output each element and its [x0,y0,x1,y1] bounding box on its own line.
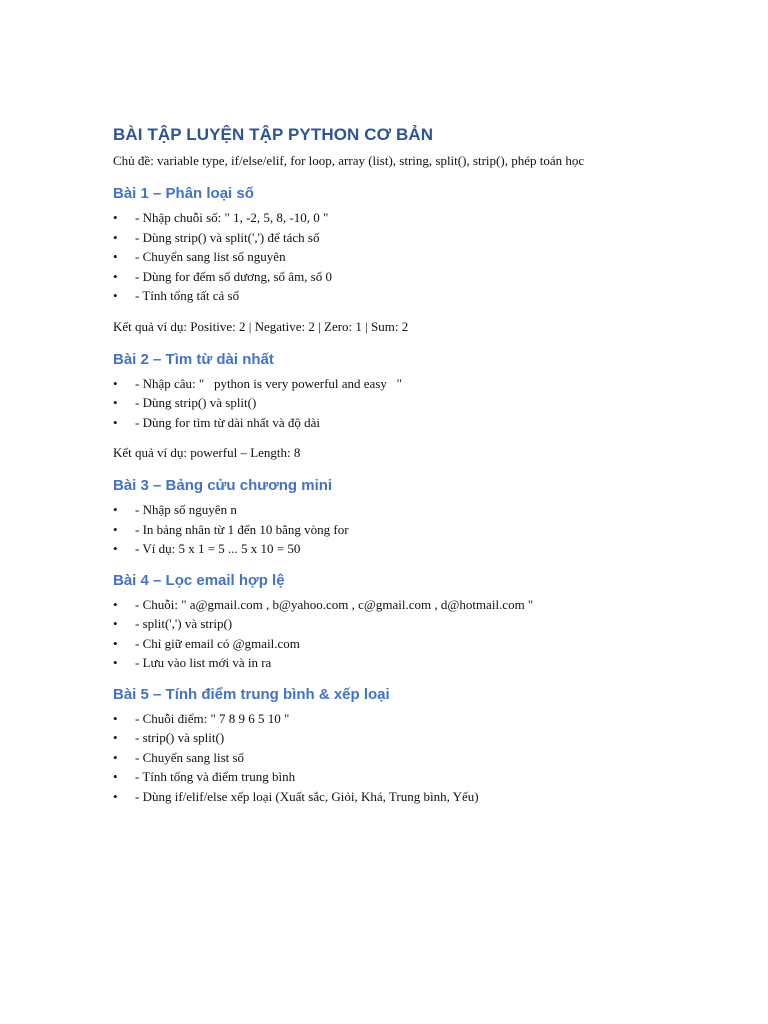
bullet-list [113,709,713,807]
example-result: Kết quả ví dụ: powerful – Length: 8 [113,445,301,460]
bullet-icon: • [113,710,118,726]
list-item: • - In bảng nhân từ 1 đến 10 bằng vòng for [113,520,713,540]
bullet-icon: • [113,229,118,245]
bullet-list [113,595,713,673]
list-item: • - Lưu vào list mới và in ra [113,653,713,673]
list-item: • - Dùng for đếm số dương, số âm, số 0 [113,267,713,287]
list-item: • - Chuỗi điểm: " 7 8 9 6 5 10 " [113,709,713,729]
bullet-icon: • [113,521,118,537]
section-title: Bài 1 – Phân loại số [113,185,254,202]
bullet-icon: • [113,375,118,391]
bullet-icon: • [113,655,118,670]
bullet-icon: • [113,502,118,517]
bullet-icon: • [113,730,118,745]
document-title: BÀI TẬP LUYỆN TẬP PYTHON CƠ BẢN [113,125,434,144]
section-5 [113,685,713,807]
bullet-icon: • [113,288,118,303]
list-item: • - Chuyển sang list số nguyên [113,247,713,267]
list-item: • - split(',') và strip() [113,614,713,634]
section-4 [113,571,713,673]
section-2 [113,350,713,463]
bullet-icon: • [113,395,118,410]
bullet-icon: • [113,788,118,804]
bullet-icon: • [113,596,118,612]
bullet-icon: • [113,268,118,284]
list-item: • - Dùng for tìm từ dài nhất và độ dài [113,413,713,433]
list-item: • - Tính tổng và điểm trung bình [113,767,713,787]
bullet-icon: • [113,769,118,784]
list-item: • - Nhập chuỗi số: " 1, -2, 5, 8, -10, 0 " [113,208,713,228]
list-item: • - Nhập số nguyên n [113,500,713,520]
section-title: Bài 5 – Tính điểm trung bình & xếp loại [113,685,390,703]
list-item: • - Ví dụ: 5 x 1 = 5 ... 5 x 10 = 50 [113,539,713,559]
bullet-list [113,208,713,306]
bullet-icon: • [113,616,118,631]
bullet-icon: • [113,749,118,765]
list-item: • - Chuỗi: " a@gmail.com , b@yahoo.com , c@gmail.com , d@hotmail.com " [113,595,713,615]
list-item: • - Tính tổng tất cả số [113,286,713,306]
list-item: • - strip() và split() [113,728,713,748]
document-topic: Chủ đề: variable type, if/else/elif, for loop, array (list), string, split(), strip(), phép toán học [113,153,585,168]
list-item: • - Chỉ giữ email có @gmail.com [113,634,713,654]
list-item: • - Dùng strip() và split(',') để tách số [113,228,713,248]
bullet-icon: • [113,414,118,430]
document-content [113,124,713,818]
section-3 [113,476,713,559]
bullet-icon: • [113,210,118,225]
list-item: • - Dùng strip() và split() [113,393,713,413]
section-title: Bài 4 – Lọc email hợp lệ [113,571,285,589]
section-title: Bài 3 – Bảng cửu chương mini [113,477,333,494]
bullet-icon: • [113,249,118,264]
bullet-icon: • [113,541,118,556]
section-title: Bài 2 – Tìm từ dài nhất [113,350,274,368]
bullet-icon: • [113,635,118,651]
example-result: Kết quả ví dụ: Positive: 2 | Negative: 2 | Zero: 1 | Sum: 2 [113,318,409,334]
list-item: • - Chuyển sang list số [113,748,713,768]
list-item: • - Dùng if/elif/else xếp loại (Xuất sắc, Giỏi, Khá, Trung bình, Yếu) [113,787,713,807]
bullet-list [113,374,713,433]
section-1 [113,184,713,336]
list-item: • - Nhập câu: " python is very powerful and easy " [113,374,713,394]
bullet-list [113,500,713,559]
